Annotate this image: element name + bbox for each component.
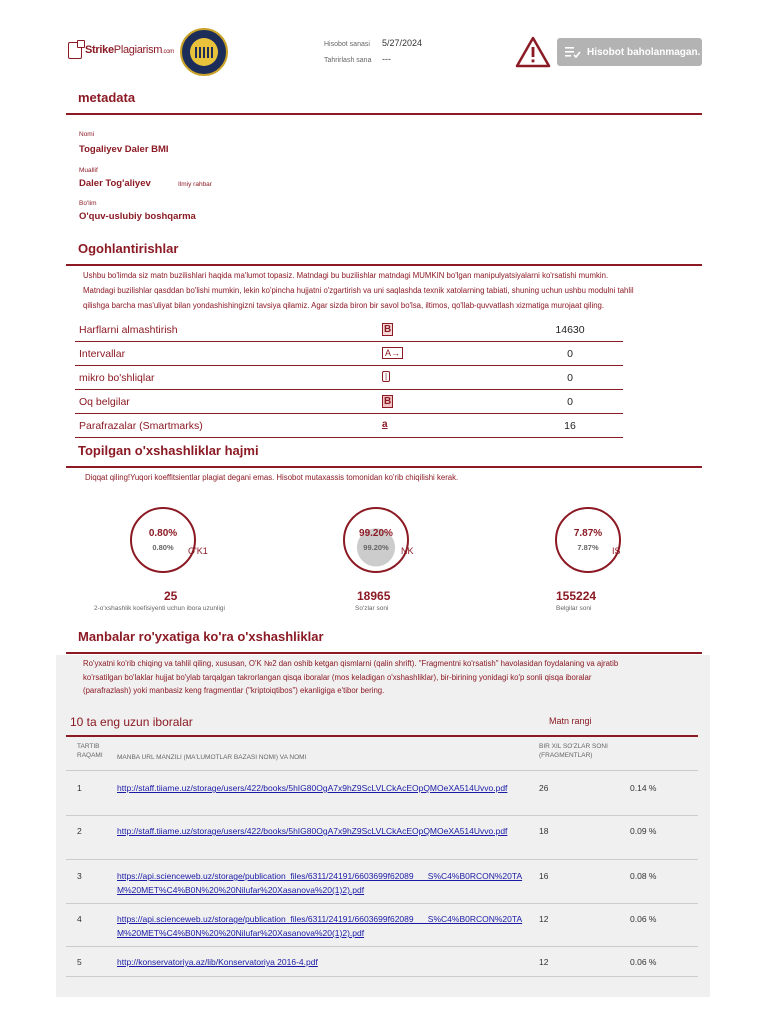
percentage: 0.06 % [630, 957, 657, 967]
percentage: 0.08 % [630, 871, 657, 881]
row-number: 1 [77, 783, 82, 793]
nk-circle: 99.20% 99.20% [343, 507, 409, 573]
coefficient-1-circle: 0.80% 0.80% [130, 507, 196, 573]
edit-date-label: Tahrirlash sana [324, 57, 372, 64]
column-header-count: BIR XIL SO'ZLAR SONI (FRAGMENTLAR) [539, 743, 608, 759]
metadata-divider [66, 113, 702, 115]
author-role: Ilmiy rahbar [178, 181, 212, 188]
logo-document-icon [68, 42, 82, 59]
source-link[interactable]: https://api.scienceweb.uz/storage/publication_files/6311/24191/6603699f62089___S%C4%B0RCON%20TAM%20MET%C4%B0N%20%20Nilufar%20Xasanova%20(1)2).pdf [117, 914, 523, 938]
is-tag: IS [612, 546, 621, 556]
name-label: Nomi [79, 131, 95, 138]
phrase-length-value: 25 [164, 589, 178, 603]
warnings-divider [66, 264, 702, 266]
report-date-value: 5/27/2024 [382, 38, 423, 48]
column-header-number: TARTIB RAQAMI [77, 743, 103, 759]
word-count: 16 [539, 871, 549, 881]
warning-row-letter-replacement: Harflarni almashtirish B 14630 [75, 318, 623, 342]
smartmarks-icon: a [382, 419, 388, 430]
row-number: 2 [77, 826, 82, 836]
author-label: Muallif [79, 167, 98, 174]
warning-row-white-characters: Oq belgilar B 0 [75, 390, 623, 414]
warnings-notice: Ushbu bo'limda siz matn buzilishlari haqida ma'lumot topasiz. Matndagi bu buzilishlar matndagi MUMKIN bo'lgan manipulyatsiyalarni ko'rsatishi mumkin. Matndagi buzilishlar qasddan bo'lishi mumkin, lekin ko'pincha hujjatni o'zgartirish va uni saqlashda texnik xatolarning tabiati, shuning uchun ushbu modulni tahlil qilishga barcha mas'uliyat bilan yondashishingizni tavsiya qilamiz. Agar sizda biron bir savol bo'lsa, iltimos, qo'llab-quvvatlash xizmatiga murojaat qiling. [83, 271, 634, 310]
sources-notice: Ro'yxatni ko'rib chiqing va tahlil qiling, xususan, O'K №2 dan oshib ketgan qismlarni (qalin shrift). "Fragmentni ko'rsatish" havolasidan foydalaning va ajratib ko'rsatilgan bo'laklar hujjat bo'ylab tarqalgan takrorlangan qisqa iboralar (mos keladigan o'xshashliklar), bir-birining yonidagi ko'p sonli qisqa iboralar (parafrazlash) yoki manbasiz keng fragmentlar ("kriptoiqtibos") ekanligiga e'tibor bering. [83, 659, 619, 695]
percentage: 0.14 % [630, 783, 657, 793]
warning-row-paraphrases: Parafrazalar (Smartmarks) a 16 [75, 414, 623, 438]
similarity-notice: Diqqat qiling!Yuqori koeffitsientlar plagiat degani emas. Hisobot mutaxassis tomonidan ko'rib chiqilishi kerak. [85, 473, 459, 482]
text-color-label: Matn rangi [549, 716, 592, 726]
sources-divider [66, 652, 702, 654]
university-seal-icon [180, 28, 228, 76]
white-character-icon: B [384, 396, 392, 407]
report-date-label: Hisobot sanasi [324, 41, 370, 48]
similarity-title: Topilgan o'xshashliklar hajmi [78, 443, 259, 458]
percentage: 0.09 % [630, 826, 657, 836]
warnings-title: Ogohlantirishlar [78, 241, 179, 256]
word-count: 18 [539, 826, 549, 836]
phrase-length-label: 2-o'xshashlik koefisiyenti uchun ibora uzunligi [94, 605, 225, 612]
name-value: Togaliyev Daler BMI [79, 144, 169, 155]
coefficient-1-tag: O'K1 [188, 546, 208, 556]
word-count-label: So'zlar soni [355, 605, 389, 612]
longest-phrases-title: 10 ta eng uzun iboralar [70, 715, 193, 729]
table-divider [66, 735, 698, 737]
list-check-icon [565, 46, 581, 58]
word-count: 12 [539, 914, 549, 924]
similarity-divider [66, 466, 702, 468]
percentage: 0.06 % [630, 914, 657, 924]
row-number: 4 [77, 914, 82, 924]
warning-row-micro-spaces: mikro bo'shliqlar | 0 [75, 366, 623, 390]
micro-space-icon: | [382, 371, 390, 382]
word-count: 12 [539, 957, 549, 967]
strikeplagiarism-logo: StrikePlagiarism.com [85, 44, 174, 56]
report-status-button[interactable] [557, 38, 702, 66]
word-count-value: 18965 [357, 589, 391, 603]
nk-tag: NK [401, 546, 414, 556]
is-circle: 7.87% 7.87% [555, 507, 621, 573]
department-label: Bo'lim [79, 200, 97, 207]
warning-triangle-icon [515, 36, 551, 68]
source-link[interactable]: http://staff.tiiame.uz/storage/users/422/books/5hIG80OgA7x9hZ9ScLVLCkAcEOpQMOeXA514Uvvo.pdf [117, 826, 508, 836]
source-link[interactable]: http://konservatoriya.az/lib/Konservatoriya 2016-4.pdf [117, 957, 318, 967]
metadata-title: metadata [78, 90, 136, 105]
report-status-label: Hisobot baholanmagan. [587, 46, 701, 58]
sources-title: Manbalar ro'yxatiga ko'ra o'xshashliklar [78, 629, 324, 644]
character-count-label: Belgilar soni [556, 605, 592, 612]
letter-replacement-icon: B [384, 324, 392, 335]
department-value: O'quv-uslubiy boshqarma [79, 211, 196, 222]
character-count-value: 155224 [556, 589, 597, 603]
warning-row-intervals: Intervallar A→ 0 [75, 342, 623, 366]
column-header-source: MANBA URL MANZILI (MA'LUMOTLAR BAZASI NOMI) VA NOMI [117, 754, 307, 761]
interval-arrow-icon: A→ [382, 347, 403, 359]
word-count: 26 [539, 783, 549, 793]
source-link[interactable]: https://api.scienceweb.uz/storage/publication_files/6311/24191/6603699f62089___S%C4%B0RCON%20TAM%20MET%C4%B0N%20%20Nilufar%20Xasanova%20(1)2).pdf [117, 871, 523, 895]
edit-date-value: --- [382, 54, 391, 64]
author-value: Daler Tog'aliyev [79, 178, 151, 189]
source-link[interactable]: http://staff.tiiame.uz/storage/users/422/books/5hIG80OgA7x9hZ9ScLVLCkAcEOpQMOeXA514Uvvo.pdf [117, 783, 508, 793]
row-number: 3 [77, 871, 82, 881]
row-number: 5 [77, 957, 82, 967]
